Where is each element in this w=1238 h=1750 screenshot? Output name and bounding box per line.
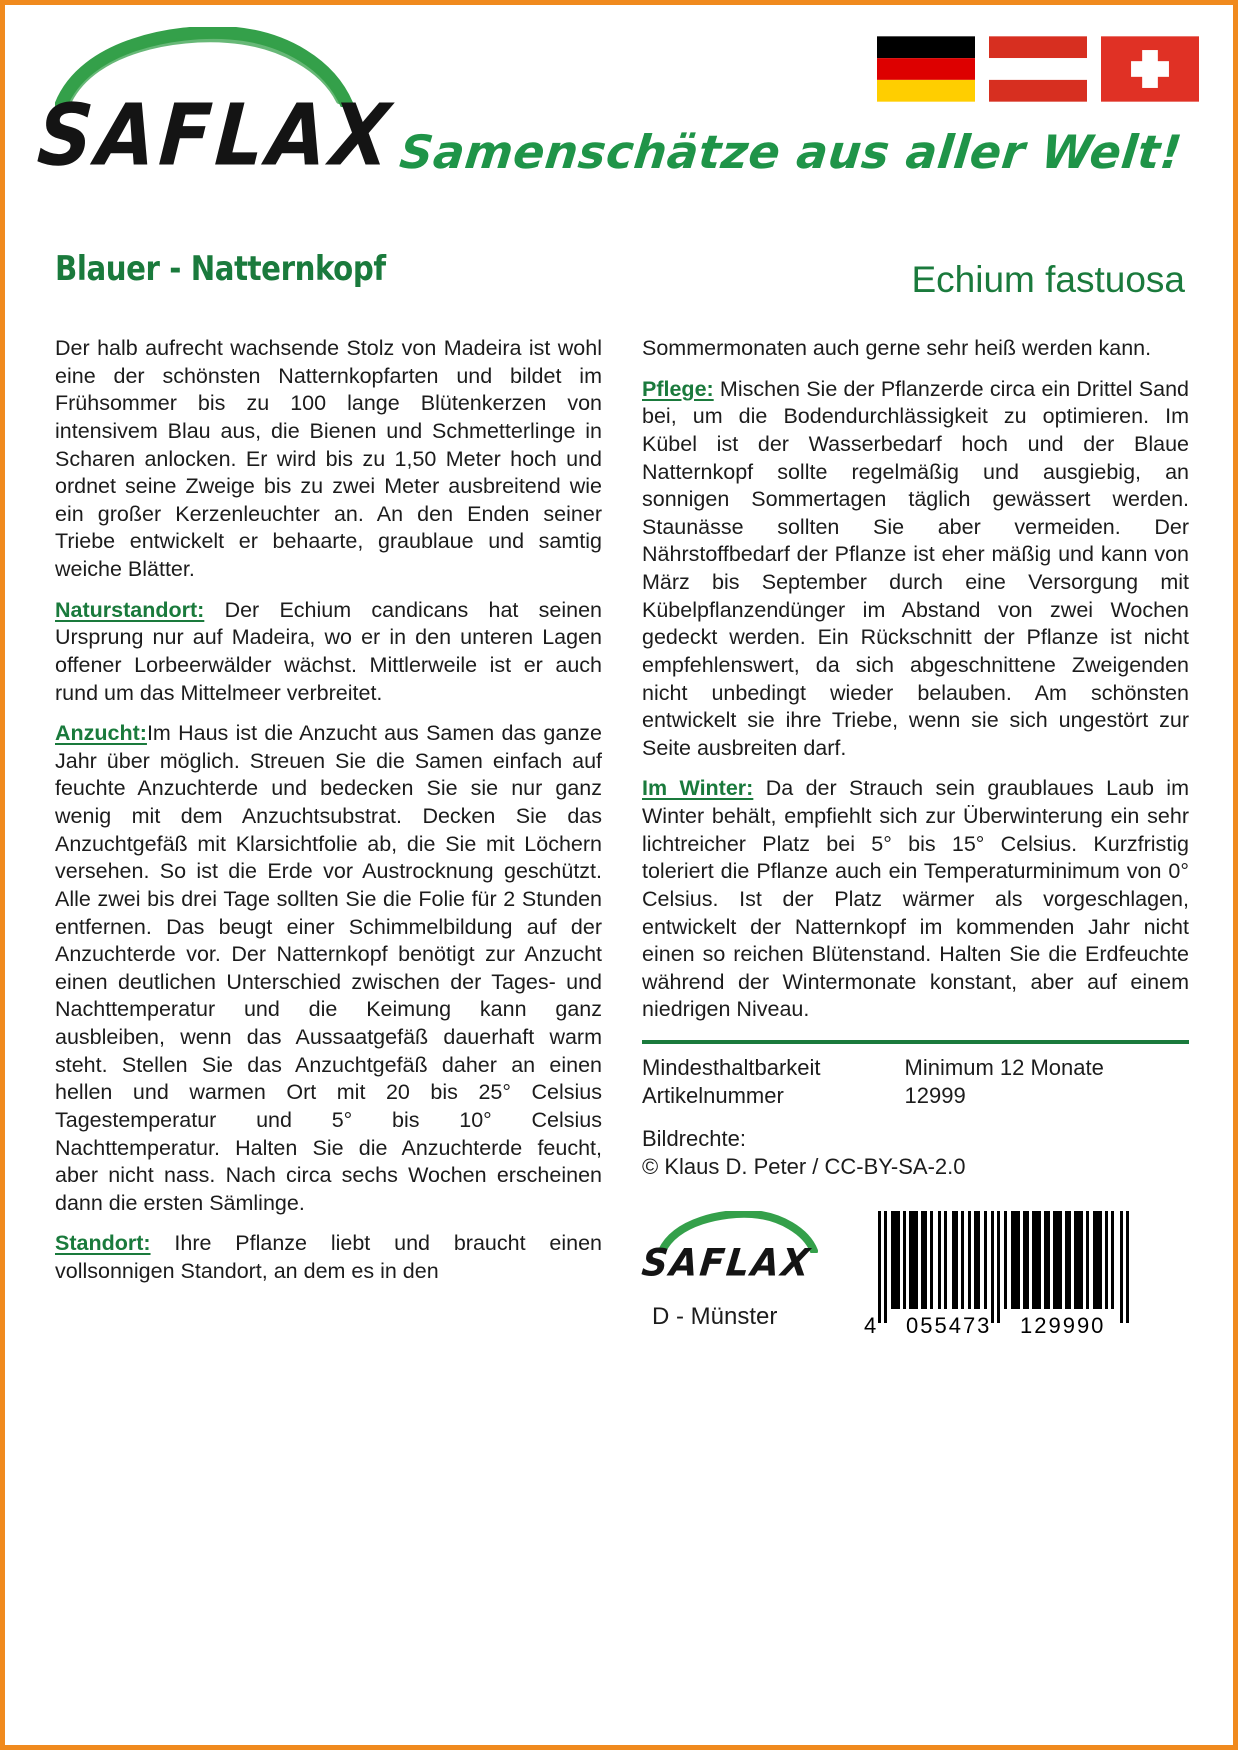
- paragraph-standort-continued: [642, 335, 1189, 363]
- right-column: [636, 335, 1189, 1745]
- paragraph-text: Mischen Sie der Pflanzerde circa ein Drittel Sand bei, um die Bodendurchlässigkeit zu optimieren. Im Kübel ist der Wasserbedarf hoch und der Blaue Natternkopf sollte regelmäßig und ausgiebig, an sonnigen Sommertagen täglich gewässert werden. Staunässe sollten Sie aber vermeiden. Der Nährstoffbedarf der Pflanze ist eher mäßig und kann von März bis September durch eine Versorgung mit Kübelpflanzendünger im Abstand von zwei Wochen gedeckt werden. Ein Rückschnitt der Pflanze ist nicht empfehlenswert, da sich abgeschnittene Zweigenden nicht unbedingt wieder belauben. Am schönsten entwickelt sie ihre Triebe, wenn sie sich ungestört zur Seite ausbreiten darf.: [642, 376, 1189, 760]
- flag-switzerland-icon: [1101, 35, 1199, 103]
- paragraph-text: Da der Strauch sein graublaues Laub im Winter behält, empfiehlt sich zur Überwinterung ein sehr lichtreicher Platz bei 5° bis 15° Celsius. Kurzfristig toleriert die Pflanze auch ein Temperaturminimum von 0° Celsius. Ist der Platz wärmer als vorgeschlagen, entwickelt der Natternkopf im kommenden Jahr nicht einen so reichen Blütenstand. Halten Sie die Erdfeuchte während der Wintermonate konstant, aber auf einem niedrigen Niveau.: [642, 776, 1189, 1022]
- spec-label: Mindesthaltbarkeit: [642, 1055, 821, 1080]
- paragraph-text: Sommermonaten auch gerne sehr heiß werden kann.: [642, 336, 1152, 360]
- paragraph-anzucht: [55, 720, 602, 1217]
- footer-brand-bar: [639, 1207, 1189, 1339]
- logo-wordmark: SAFLAX: [34, 85, 397, 185]
- flag-austria-icon: [989, 35, 1087, 103]
- paragraph-text: Im Haus ist die Anzucht aus Samen das ganze Jahr über möglich. Streuen Sie die Samen einfach auf feuchte Anzuchterde und bedecken Sie sie nur ganz wenig mit dem Anzuchtsubstrat. Decken Sie das Anzuchtgefäß mit Klarsichtfolie ab, die Sie mit Löchern versehen. So ist die Erde vor Austrocknung geschützt. Alle zwei bis drei Tage sollten Sie die Folie für 2 Stunden entfernen. Das beugt einer Schimmelbildung auf der Anzuchterde vor. Der Natternkopf benötigt zur Anzucht einen deutlichen Unterschied zwischen der Tages- und Nachttemperatur und die Keimung kann ganz ausbleiben, wenn das Aussaatgefäß dauerhaft warm steht. Stellen Sie das Anzuchtgefäß daher an einen hellen und warmen Ort mit 20 bis 25° Celsius Tagestemperatur und 5° bis 10° Celsius Nachttemperatur. Halten Sie die Anzuchterde feucht, aber nicht nass. Nach circa sechs Wochen erscheinen dann die ersten Sämlinge.: [55, 721, 602, 1215]
- paragraph-pflege: [642, 376, 1189, 763]
- barcode-lead-digit: 4: [864, 1312, 877, 1338]
- specs-table: [642, 1054, 1189, 1109]
- paragraph-im-winter: [642, 775, 1189, 1024]
- ean13-barcode: [858, 1207, 1158, 1339]
- table-row: [642, 1054, 1189, 1082]
- table-row: [642, 1082, 1189, 1110]
- saflax-footer-logo: [639, 1211, 832, 1339]
- credit-label: Bildrechte:: [642, 1126, 746, 1152]
- image-credit: [642, 1125, 1189, 1180]
- footer-divider: [642, 1040, 1189, 1044]
- paragraph-heading: Im Winter:: [642, 776, 754, 801]
- paragraph-text: Der halb aufrecht wachsende Stolz von Madeira ist wohl eine der schönsten Natternkopfarten und bildet im Frühsommer bis zu 100 lange Blütenkerzen von intensivem Blau aus, die Bienen und Schmetterlinge in Scharen anlocken. Er wird bis zu 1,50 Meter hoch und ordnet seine Zweige bis zu zwei Meter ausbreitend wie ein großer Kerzenleuchter an. An den Enden seiner Triebe entwickelt er behaarte, graublaue und samtig weiche Blätter.: [55, 336, 602, 581]
- paragraph-heading: Anzucht:: [55, 721, 147, 746]
- barcode-left-group: 055473: [906, 1312, 992, 1338]
- paragraph-naturstandort: [55, 597, 602, 708]
- body-columns: [5, 335, 1233, 1745]
- paragraph-standort: [55, 1230, 602, 1285]
- spec-label: Artikelnummer: [642, 1082, 784, 1108]
- brand-city: D - Münster: [652, 1302, 778, 1330]
- logo-wordmark: SAFLAX: [639, 1241, 814, 1285]
- left-column: [55, 335, 608, 1745]
- spec-value: 12999: [904, 1082, 966, 1108]
- paragraph-text: Ihre Pflanze liebt und braucht einen vollsonnigen Standort, an dem es in den: [55, 1231, 602, 1283]
- plant-latin-name: Echium fastuosa: [911, 259, 1185, 300]
- paragraph-heading: Naturstandort:: [55, 597, 205, 622]
- spec-value: Minimum 12 Monate: [904, 1055, 1104, 1080]
- brand-tagline: Samenschätze aus aller Welt!: [397, 125, 1185, 179]
- flag-germany-icon: [877, 35, 975, 103]
- packet-header: [5, 5, 1233, 213]
- title-row: [5, 213, 1233, 321]
- paragraph-heading: Pflege:: [642, 376, 714, 401]
- paragraph-text: Der Echium candicans hat seinen Ursprung nur auf Madeira, wo er in den unteren Lagen offener Lorbeerwälder wächst. Mittlerweile ist er auch rund um das Mittelmeer verbreitet.: [55, 597, 602, 705]
- saflax-logo: [34, 23, 397, 198]
- plant-common-name: Blauer - Natternkopf: [55, 249, 386, 289]
- paragraph-intro: [55, 335, 602, 584]
- packet-footer: [639, 1040, 1189, 1339]
- country-flags: [877, 35, 1199, 103]
- credit-value: © Klaus D. Peter / CC-BY-SA-2.0: [642, 1154, 966, 1180]
- paragraph-heading: Standort:: [55, 1231, 151, 1256]
- barcode-right-group: 129990: [1020, 1312, 1106, 1338]
